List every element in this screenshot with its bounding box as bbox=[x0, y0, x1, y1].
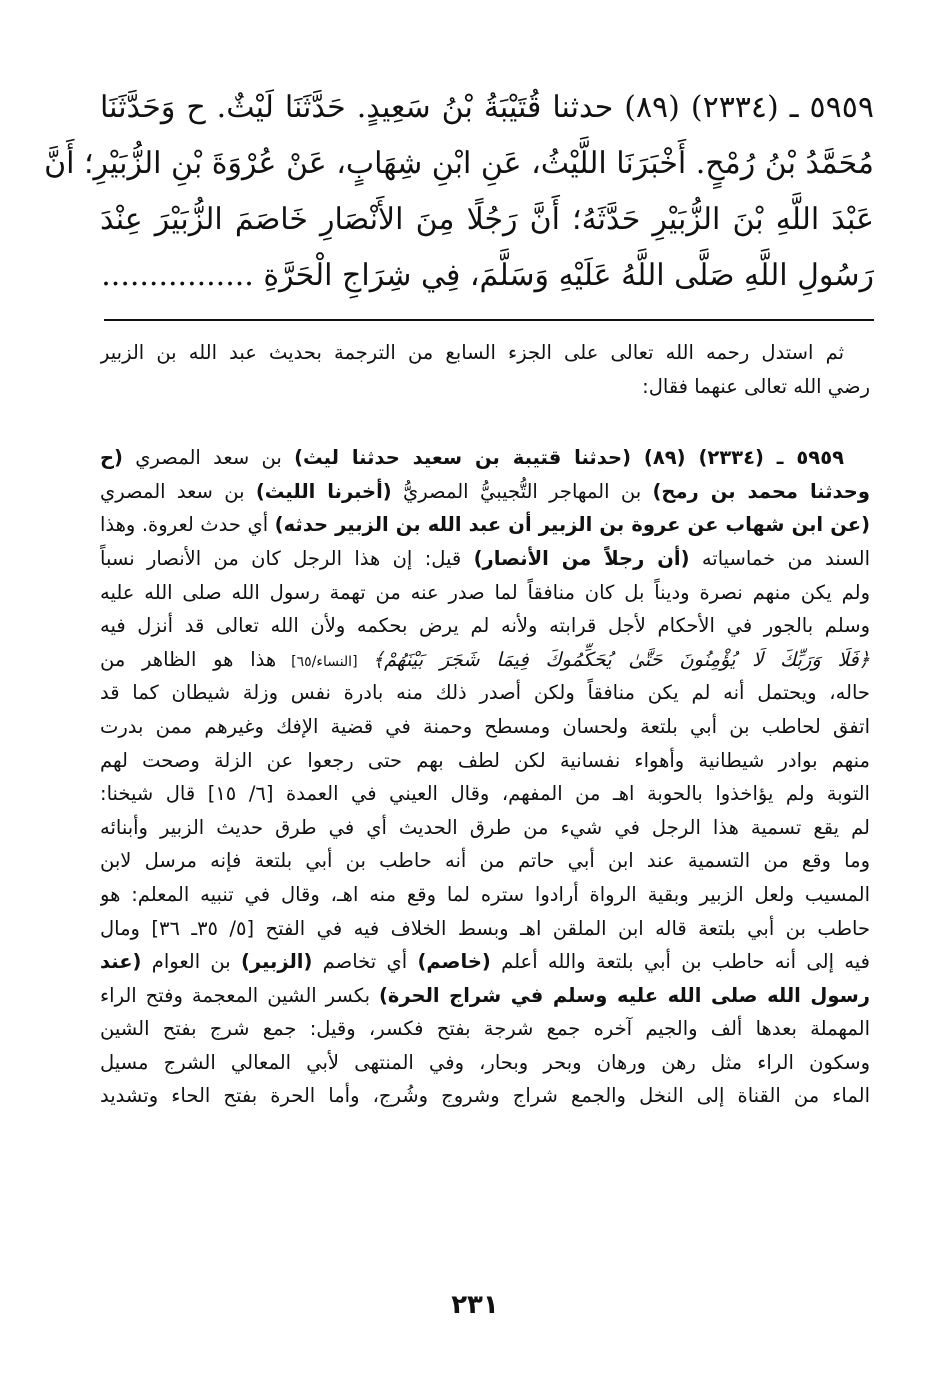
commentary-line bbox=[100, 508, 870, 542]
commentary-line: التوبة ولم يؤاخذوا بالحوبة اهـ من المفهم، وقال العيني في العمدة [٦/ ١٥] قال شيخنا: bbox=[100, 782, 870, 806]
bold-segment: ٥٩٥٩ ـ (٢٣٣٤) (٨٩) (حدثنا قتيبة بن سعيد حدثنا ليث) bbox=[294, 446, 844, 470]
bold-segment: (ح bbox=[100, 446, 123, 470]
text-segment: أي حدث لعروة. وهذا bbox=[100, 513, 275, 537]
verse-reference: [النساء/٦٥] bbox=[276, 653, 373, 670]
commentary-line: الماء من القناة إلى النخل والجمع شراج وشروج وشُرج، وأما الحرة بفتح الحاء وتشديد bbox=[100, 1084, 870, 1108]
commentary-line: رضي الله تعالى عنهما فقال: bbox=[642, 374, 870, 398]
text-segment: أي تخاصم bbox=[312, 950, 418, 974]
commentary-line bbox=[100, 979, 870, 1013]
section-divider bbox=[104, 319, 874, 321]
commentary-line: لم يقع تسمية هذا الرجل في شيء من طرق الحديث أي في طرق حديث الزبير وأبنائه bbox=[100, 815, 870, 839]
commentary-line: ولم يكن منهم نصرة وديناً بل كان منافقاً لما صدر عنه من تهمة رسول الله صلى الله عليه bbox=[100, 580, 870, 604]
text-segment: فيه إلى أنه حاطب بن أبي بلتعة والله أعلم bbox=[490, 950, 870, 974]
bold-segment: (عند bbox=[100, 950, 142, 974]
text-segment: قيل: إن هذا الرجل كان من الأنصار نسباً bbox=[100, 546, 474, 570]
hadith-line: ٥٩٥٩ ـ (٢٣٣٤) (٨٩) حدثنا قُتَيْبَةُ بْنُ سَعِيدٍ. حَدَّثَنَا لَيْثٌ. ح وَحَدَّثَنَا bbox=[100, 90, 874, 125]
text-segment: السند من خماسياته bbox=[689, 546, 870, 570]
commentary-line bbox=[100, 542, 870, 576]
text-segment: بكسر الشين المعجمة وفتح الراء bbox=[100, 983, 379, 1007]
continuation-dots: ................ bbox=[101, 258, 254, 293]
hadith-text bbox=[44, 80, 874, 304]
hadith-line: مُحَمَّدُ بْنُ رُمْحٍ. أَخْبَرَنَا اللَّيْثُ، عَنِ ابْنِ شِهَابٍ، عَنْ عُرْوَةَ بْنِ الزُّبَيْرِ؛ أَنَّ bbox=[44, 146, 874, 181]
commentary-line: وسكون الراء مثل رهن ورهان وبحر وبحار، وفي المنتهى لأبي المعالي الشرج مسيل bbox=[100, 1050, 870, 1074]
bold-segment: (أخبرنا الليث) bbox=[255, 479, 392, 503]
hadith-line bbox=[100, 248, 874, 304]
bold-segment: (أن رجلاً من الأنصار) bbox=[473, 546, 690, 570]
commentary-line: منهم بوادر شيطانية وأهواء نفسانية لكن لطف بهم حتى رجعوا عن الزلة وصحت لهم bbox=[100, 748, 870, 772]
commentary-line bbox=[100, 475, 870, 509]
bold-segment: (الزبير) bbox=[241, 950, 313, 974]
quran-verse: ﴿فَلَا وَرَبِّكَ لَا يُؤْمِنُونَ حَتَّىٰ يُحَكِّمُوكَ فِيمَا شَجَرَ بَيْنَهُمْ﴾ bbox=[372, 647, 870, 671]
commentary-line bbox=[100, 441, 870, 475]
bold-segment: رسول الله صلى الله عليه وسلم في شراج الحرة) bbox=[379, 983, 870, 1007]
bold-segment: (عن ابن شهاب عن عروة بن الزبير أن عبد الله بن الزبير حدثه) bbox=[274, 513, 870, 537]
bold-segment: (خاصم) bbox=[417, 950, 491, 974]
commentary-line: وما وقع من التسمية عند ابن أبي حاتم من أنه حاطب بن أبي بلتعة فإنه مرسل لابن bbox=[100, 849, 870, 873]
commentary-line bbox=[100, 945, 870, 979]
text-segment: بن العوام bbox=[141, 950, 241, 974]
bold-segment: وحدثنا محمد بن رمح) bbox=[652, 479, 870, 503]
text-segment: هذا هو الظاهر من bbox=[100, 647, 277, 671]
text-segment: بن المهاجر التُّجيبيُّ المصريُّ bbox=[391, 479, 653, 503]
hadith-line: عَبْدَ اللَّهِ بْنَ الزُّبَيْرِ حَدَّثَهُ؛ أَنَّ رَجُلًا مِنَ الأَنْصَارِ خَاصَمَ الزُّبَيْرَ عِنْدَ bbox=[100, 202, 874, 237]
hadith-line-text: رَسُولِ اللَّهِ صَلَّى اللَّهُ عَلَيْهِ وَسَلَّمَ، فِي شِرَاجِ الْحَرَّةِ bbox=[263, 258, 874, 293]
text-segment: بن سعد المصري bbox=[100, 479, 256, 503]
commentary-line: المسيب ولعل الزبير وبقية الرواة أرادوا ستره لما وقع منه اهـ، وقال في تنبيه المعلم: هو bbox=[100, 882, 870, 906]
commentary-line: ثم استدل رحمه الله تعالى على الجزء السابع من الترجمة بحديث عبد الله بن الزبير bbox=[100, 341, 844, 364]
commentary-line: حاطب بن أبي بلتعة قاله ابن الملقن اهـ وبسط الخلاف فيه في الفتح [٥/ ٣٥ـ ٣٦] ومال bbox=[100, 916, 870, 940]
commentary-line bbox=[100, 643, 870, 677]
commentary-line: وسلم بالجور في الأحكام لأجل قرابته ولأنه لم يرض بحكمه ولأن الله تعالى قد أنزل فيه bbox=[100, 614, 870, 638]
commentary-line: المهملة بعدها ألف والجيم آخره جمع شرجة بفتح فكسر، وقيل: جمع شرج بفتح الشين bbox=[100, 1017, 870, 1041]
commentary-text bbox=[100, 336, 870, 1113]
commentary-line: حاله، ويحتمل أنه لم يكن منافقاً ولكن أصدر ذلك منه بادرة نفس وزلة شيطان كما قد bbox=[100, 681, 870, 705]
commentary-line: اتفق لحاطب بن أبي بلتعة ولحسان ومسطح وحمنة في قضية الإفك وغيرهم ممن بدرت bbox=[100, 714, 870, 738]
text-segment: بن سعد المصري bbox=[122, 446, 295, 470]
page-number: ٢٣١ bbox=[451, 1290, 499, 1320]
